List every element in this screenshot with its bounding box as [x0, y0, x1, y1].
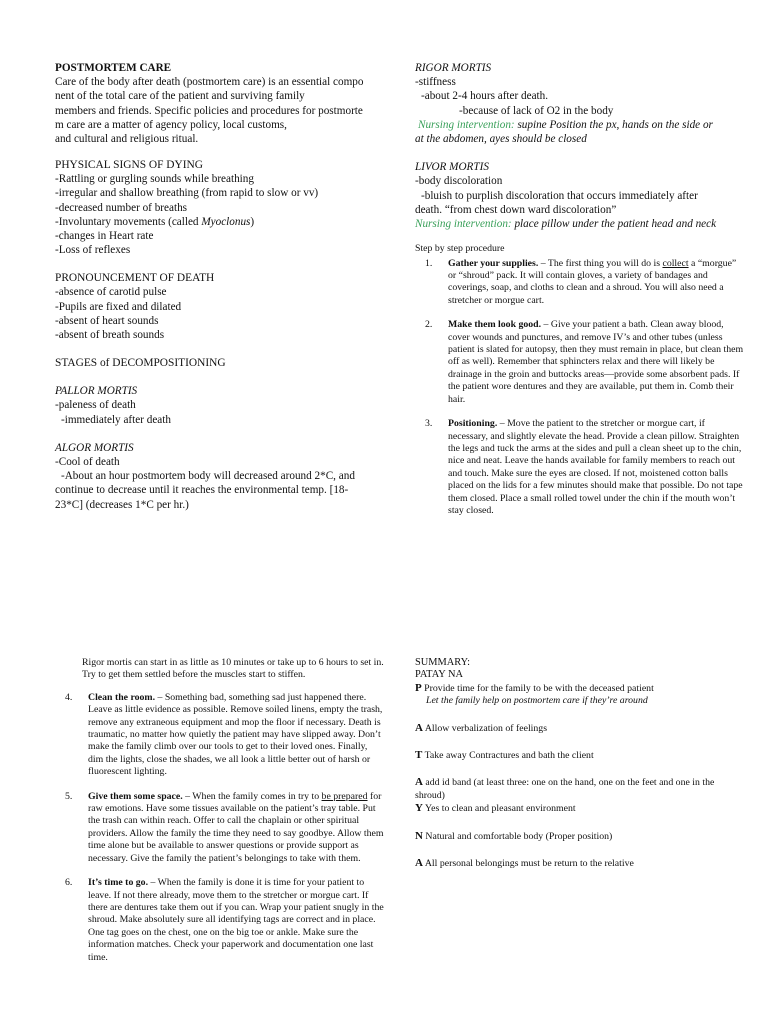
myoclonus-term: Myoclonus [201, 215, 251, 228]
summary-item-n [415, 830, 745, 843]
algor-item: continue to decrease until it reaches the environmental temp. [18- [55, 484, 349, 497]
intro-line: members and friends. Specific policies and procedures for postmorte [55, 104, 363, 117]
step-text: – When the family comes in try to [182, 790, 322, 802]
heading-rigor-mortis: RIGOR MORTIS [415, 62, 492, 74]
step-text: – Give your patient a bath. Clean away blood, cover wounds and punctures, and remove IV’s and other tubes (unless patient is slated for autopsy, then they must remain in place, but clean them off as well). Remember that sphincters relax and there will likely be drainage in the groin and buttocks areas—provide some absorbent pads. If the patient wore dentures and they are available, put them in. Comb their hair. [448, 319, 744, 405]
procedure-step-6 [55, 877, 385, 964]
step-text: a “morgue” or “shroud” pack. It will contain gloves, a variety of bandages and coverings, soap, and cloths to clean and a shroud. You will also need a stretcher or morgue cart. [448, 257, 737, 306]
intro-line: Care of the body after death (postmortem care) is an essential compo [55, 76, 364, 89]
livor-item: -body discoloration [415, 175, 503, 188]
heading-algor-mortis: ALGOR MORTIS [55, 441, 134, 454]
intro-line: m care are a matter of agency policy, local customs, [55, 118, 287, 131]
step-title: Clean the room. [88, 691, 156, 703]
summary-item-a2 [415, 776, 745, 802]
involuntary-suffix: ) [250, 215, 255, 228]
intro-line: and cultural and religious ritual. [55, 133, 199, 146]
step-text: – Something bad, something sad just happened there. Leave as little evidence as possible. Remove soiled linens, empty the trash, remove any extraneous equipment and mop the floor if necessary. Death is traumatic, no matter how quietly the patient may have slipped away. Don’t make the family climb over our tools to get to their loved ones. Finally, dim the lights, close the shades, we all look a little better out of harsh or fluorescent lighting. [88, 691, 383, 778]
livor-nursing-intervention [415, 217, 745, 231]
pronouncement-item: -absent of breath sounds [55, 329, 165, 342]
algor-item: -About an hour postmortem body will decreased around 2*C, and [61, 470, 355, 483]
summary-text: Allow verbalization of feelings [422, 722, 548, 734]
rigor-item: -about 2-4 hours after death. [421, 90, 549, 103]
bottom-left-column [55, 657, 385, 964]
step-title: Give them some space. [88, 790, 183, 802]
summary-text: Yes to clean and pleasant environment [422, 803, 576, 815]
pronouncement-item: -Pupils are fixed and dilated [55, 300, 182, 313]
step-title: Gather your supplies. [448, 257, 539, 269]
sign-item: -Rattling or gurgling sounds while breathing [55, 173, 254, 186]
section-title-postmortem-care: POSTMORTEM CARE [55, 62, 172, 74]
rigor-ni-text: supine Position the px, hands on the side or [514, 118, 713, 131]
pallor-item: -immediately after death [61, 413, 171, 426]
sign-item: -irregular and shallow breathing (from rapid to slow or vv) [55, 187, 319, 200]
procedure-step-3 [415, 418, 745, 517]
step-number: 2. [425, 319, 433, 331]
heading-physical-signs: PHYSICAL SIGNS OF DYING [55, 159, 203, 172]
procedure-step-4 [55, 692, 385, 779]
procedure-step-5 [55, 791, 385, 865]
heading-livor-mortis: LIVOR MORTIS [415, 161, 489, 174]
summary-acronym: PATAY NA [415, 669, 463, 681]
summary-label: SUMMARY: [415, 657, 471, 668]
summary-item-p [415, 682, 745, 695]
acronym-letter: N [415, 829, 423, 842]
acronym-letter: T [415, 749, 423, 762]
algor-item: -Cool of death [55, 456, 120, 469]
step-text: – The first thing you will do is [538, 257, 663, 269]
livor-ni-text: place pillow under the patient head and neck [511, 218, 717, 231]
bottom-right-column [415, 657, 745, 870]
summary-subitem-p: Let the family help on postmortem care if they’re around [426, 695, 648, 707]
step-text: – When the family is done it is time for your patient to leave. If not there already, move them to the stretcher or morgue cart. If there are dentures take them out if you can. Wrap your patient snugly in the shroud. Make absolutely sure all identifying tags are correct and in place. One tag goes on the chest, one on the big toe or ankle. Make sure the information matches. Check your paperwork and documentation one last time. [88, 877, 384, 963]
summary-text: Provide time for the family to be with the deceased patient [421, 682, 654, 694]
algor-item: 23*C] (decreases 1*C per hr.) [55, 498, 189, 511]
intro-paragraph [55, 75, 380, 146]
step-number: 6. [65, 877, 73, 889]
summary-text: Take away Contractures and bath the client [422, 750, 594, 762]
collect-link[interactable]: collect [662, 257, 689, 269]
top-right-column [415, 61, 745, 517]
step-title: Positioning. [448, 418, 498, 430]
heading-pronouncement: PRONOUNCEMENT OF DEATH [55, 272, 215, 285]
step-number: 5. [65, 790, 73, 802]
summary-item-y [415, 802, 745, 815]
summary-text: Natural and comfortable body (Proper position) [422, 830, 613, 842]
summary-item-t [415, 749, 745, 762]
intro-line: nent of the total care of the patient and surviving family [55, 90, 305, 103]
acronym-letter: A [415, 776, 423, 789]
top-left-column [55, 61, 380, 512]
heading-pallor-mortis: PALLOR MORTIS [55, 385, 138, 398]
rigor-mortis-note: Rigor mortis can start in as little as 10 minutes or take up to 6 hours to set in. Try to get them settled before the muscles start to stiffen. [82, 657, 384, 681]
sign-item: -decreased number of breaths [55, 201, 188, 214]
rigor-ni-text-cont: at the abdomen, ayes should be closed [415, 133, 587, 146]
livor-item: -bluish to purplish discoloration that occurs immediately after [421, 189, 698, 202]
pronouncement-item: -absent of heart sounds [55, 314, 159, 327]
summary-text: All personal belongings must be return to the relative [422, 858, 634, 870]
involuntary-prefix: -Involuntary movements (called [55, 215, 202, 228]
acronym-letter: A [415, 857, 423, 870]
pronouncement-item: -absence of carotid pulse [55, 286, 167, 299]
acronym-letter: A [415, 721, 423, 734]
nursing-intervention-label: Nursing intervention: [415, 218, 512, 231]
sign-item: -Loss of reflexes [55, 244, 131, 257]
rigor-item: -because of lack of O2 in the body [459, 104, 614, 117]
be-prepared-link[interactable]: be prepared [321, 790, 368, 802]
step-text: – Move the patient to the stretcher or morgue cart, if necessary, and slightly elevate the head. Provide a clean pillow. Straighten the legs and tuck the arms at the sides and pull a clean sheet up to the chin, nice and neat. Leave the hands available for family members to reach out and touch. Make sure the eyes are closed. If not, moistened cotton balls placed on the lids for a few minutes should make that possible. Do not tape them closed. Place a small rolled towel under the chin if the mouth won’t stay closed. [448, 418, 743, 516]
step-text: for raw emotions. Have some tissues available on the patient’s tray table. Put the trash can within reach. Offer to call the chaplain or other spiritual providers. Allow the family the time they need to say goodbye. Allow them time alone but be available to answer questions or provide support as necessary. Give the family the patient’s belongings to take with them. [88, 790, 384, 864]
summary-item-a1 [415, 722, 745, 735]
sign-item-involuntary [55, 215, 380, 229]
step-number: 3. [425, 418, 433, 430]
livor-item: death. “from chest down ward discoloration” [415, 203, 617, 216]
heading-stages: STAGES of DECOMPOSITIONING [55, 357, 226, 370]
acronym-letter: P [415, 681, 422, 694]
sign-item: -changes in Heart rate [55, 230, 154, 243]
heading-step-by-step: Step by step procedure [415, 243, 505, 255]
procedure-step-1 [415, 258, 745, 308]
procedure-step-2 [415, 319, 745, 406]
step-title: Make them look good. [448, 319, 542, 331]
nursing-intervention-label: Nursing intervention: [418, 118, 515, 131]
step-title: It’s time to go. [88, 877, 149, 889]
rigor-item: -stiffness [415, 76, 456, 89]
acronym-letter: Y [415, 802, 423, 815]
summary-item-a3 [415, 857, 745, 870]
summary-text: add id band (at least three: one on the hand, one on the feet and one in the shroud) [415, 777, 715, 801]
rigor-nursing-intervention [415, 118, 745, 132]
pallor-item: -paleness of death [55, 399, 136, 412]
step-number: 1. [425, 257, 433, 269]
step-number: 4. [65, 691, 73, 703]
